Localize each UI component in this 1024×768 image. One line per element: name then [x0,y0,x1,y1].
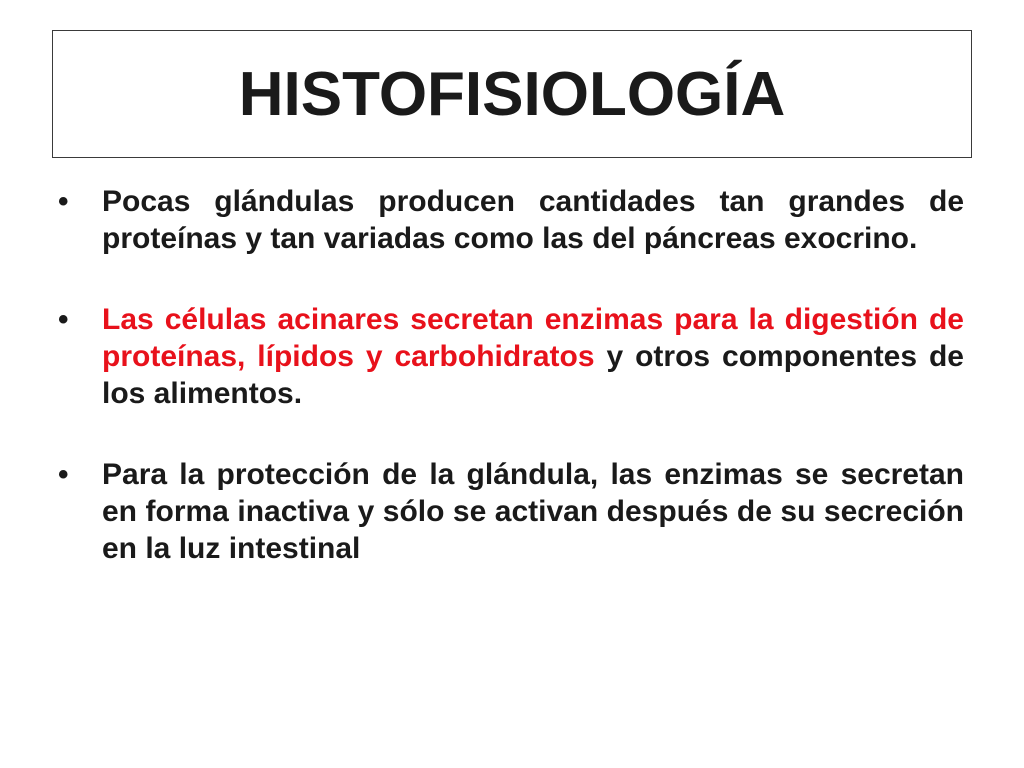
bullet-marker: • [58,458,69,491]
bullet-item-3 [58,456,964,567]
bullet-item-2 [58,301,964,412]
bullet-text-2-highlight: Las células acinares secretan enzimas para la digestión de proteínas, lípidos y carbohidratos [102,303,964,373]
title-box [52,30,972,158]
bullet-text-2-rest: y otros componentes de los alimentos. [102,340,964,410]
slide-title: HISTOFISIOLOGÍA [238,59,786,129]
bullet-marker: • [58,303,69,336]
bullet-marker: • [58,185,69,218]
bullet-text-1: Pocas glándulas producen cantidades tan grandes de proteínas y tan variadas como las del páncreas exocrino. [102,185,964,255]
bullet-text-3: Para la protección de la glándula, las enzimas se secretan en forma inactiva y sólo se activan después de su secreción en la luz intestinal [102,458,964,565]
bullet-item-1 [58,183,964,257]
bullet-list [58,183,964,611]
